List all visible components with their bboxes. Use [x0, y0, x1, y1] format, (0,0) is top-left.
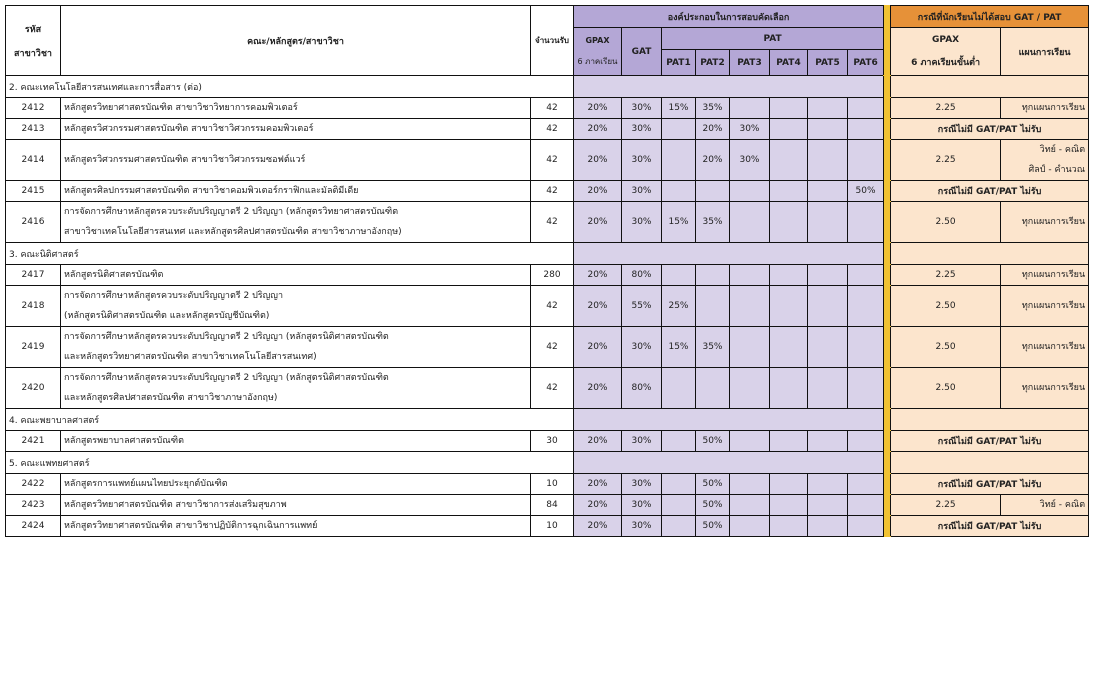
program-code: 2419 [6, 327, 61, 368]
pat1-header: PAT1 [662, 50, 696, 76]
program-name-line: หลักสูตรวิทยาศาสตรบัณฑิต สาขาวิชาปฏิบัติการฉุกเฉินการแพทย์ [64, 521, 318, 531]
yellow-divider [884, 243, 891, 265]
pat3-weight [730, 286, 770, 327]
pat3-weight [730, 265, 770, 286]
table-row [6, 431, 1089, 452]
code-header-line2: สาขาวิชา [14, 48, 52, 59]
study-plan [1001, 140, 1089, 181]
pat2-weight: 35% [696, 327, 730, 368]
pat2-weight: 35% [696, 98, 730, 119]
program-name-line: หลักสูตรวิทยาศาสตรบัณฑิต สาขาวิชาวิทยาการคอมพิวเตอร์ [64, 103, 298, 113]
pat1-weight [662, 495, 696, 516]
study-plan-line: ทุกแผนการเรียน [1021, 103, 1086, 113]
no-gat-note: กรณีไม่มี GAT/PAT ไม่รับ [891, 431, 1089, 452]
yellow-divider [884, 495, 891, 516]
pat6-weight [848, 327, 884, 368]
pat6-weight [848, 516, 884, 537]
gat-weight: 55% [622, 286, 662, 327]
program-name [61, 474, 531, 495]
study-plan [1001, 286, 1089, 327]
table-row [6, 181, 1089, 202]
pat3-weight [730, 495, 770, 516]
pat2-weight [696, 368, 730, 409]
yellow-divider [884, 119, 891, 140]
table-row [6, 140, 1089, 181]
gpax-weight: 20% [574, 495, 622, 516]
pat2-header: PAT2 [696, 50, 730, 76]
pat5-weight [808, 327, 848, 368]
gat-weight: 30% [622, 474, 662, 495]
table-row [6, 474, 1089, 495]
table-row [6, 516, 1089, 537]
seats-value: 10 [531, 474, 574, 495]
pat1-weight [662, 368, 696, 409]
program-code: 2416 [6, 202, 61, 243]
gpax-header [574, 28, 622, 76]
min-gpax-header-line2: 6 ภาคเรียนขั้นต่ำ [911, 57, 981, 68]
pat6-weight [848, 140, 884, 181]
pat1-weight: 25% [662, 286, 696, 327]
gat-weight: 30% [622, 119, 662, 140]
gpax-weight: 20% [574, 181, 622, 202]
program-name-line: หลักสูตรการแพทย์แผนไทยประยุกต์บัณฑิต [64, 479, 228, 489]
program-code: 2421 [6, 431, 61, 452]
pat6-weight [848, 431, 884, 452]
pat4-weight [770, 119, 808, 140]
program-name-line: สาขาวิชาเทคโนโลยีสารสนเทศ และหลักสูตรศิลปศาสตรบัณฑิต สาขาวิชาภาษาอังกฤษ) [64, 227, 402, 237]
program-name [61, 119, 531, 140]
gat-weight: 80% [622, 368, 662, 409]
gat-weight: 30% [622, 431, 662, 452]
pat2-weight: 20% [696, 119, 730, 140]
gpax-header-line2: 6 ภาคเรียน [577, 56, 618, 66]
pat1-weight [662, 119, 696, 140]
pat3-header: PAT3 [730, 50, 770, 76]
section-purple-band [574, 76, 884, 98]
yellow-divider [884, 431, 891, 452]
code-header [6, 6, 61, 76]
seats-value: 42 [531, 98, 574, 119]
yellow-divider [884, 76, 891, 98]
pat4-header: PAT4 [770, 50, 808, 76]
section-purple-band [574, 452, 884, 474]
gat-weight: 30% [622, 98, 662, 119]
program-name [61, 265, 531, 286]
section-title: 2. คณะเทคโนโลยีสารสนเทศและการสื่อสาร (ต่อ) [6, 76, 574, 98]
gpax-weight: 20% [574, 119, 622, 140]
pat4-weight [770, 474, 808, 495]
pat5-weight [808, 516, 848, 537]
program-name-line: หลักสูตรศิลปกรรมศาสตรบัณฑิต สาขาวิชาคอมพิวเตอร์กราฟิกและมัลติมีเดีย [64, 186, 359, 196]
yellow-divider [884, 6, 891, 76]
program-name-line: หลักสูตรนิติศาสตรบัณฑิต [64, 270, 164, 280]
plan-header: แผนการเรียน [1001, 28, 1089, 76]
pat2-weight: 50% [696, 431, 730, 452]
pat2-weight: 50% [696, 495, 730, 516]
pat6-weight [848, 368, 884, 409]
no-gat-header: กรณีที่นักเรียนไม่ได้สอบ GAT / PAT [891, 6, 1089, 28]
seats-value: 280 [531, 265, 574, 286]
program-header: คณะ/หลักสูตร/สาขาวิชา [61, 6, 531, 76]
gat-weight: 80% [622, 265, 662, 286]
study-plan-line: ทุกแผนการเรียน [1021, 270, 1086, 280]
section-orange-band [891, 409, 1089, 431]
pat1-weight [662, 181, 696, 202]
section-orange-band [891, 452, 1089, 474]
program-code: 2414 [6, 140, 61, 181]
pat3-weight [730, 327, 770, 368]
program-name-line: (หลักสูตรนิติศาสตรบัณฑิต และหลักสูตรบัญชีบัณฑิต) [64, 311, 270, 321]
pat6-weight [848, 202, 884, 243]
section-row [6, 243, 1089, 265]
table-row [6, 265, 1089, 286]
gat-weight: 30% [622, 327, 662, 368]
gpax-weight: 20% [574, 516, 622, 537]
seats-value: 42 [531, 286, 574, 327]
min-gpax-value: 2.25 [891, 495, 1001, 516]
pat3-weight: 30% [730, 140, 770, 181]
program-name-line: หลักสูตรวิทยาศาสตรบัณฑิต สาขาวิชาการส่งเสริมสุขภาพ [64, 500, 287, 510]
study-plan-line: วิทย์ - คณิต [1039, 500, 1086, 510]
pat5-weight [808, 368, 848, 409]
pat3-weight [730, 181, 770, 202]
pat5-weight [808, 495, 848, 516]
pat1-weight [662, 140, 696, 181]
pat3-weight [730, 98, 770, 119]
pat4-weight [770, 286, 808, 327]
section-title: 4. คณะพยาบาลศาสตร์ [6, 409, 574, 431]
section-orange-band [891, 243, 1089, 265]
yellow-divider [884, 202, 891, 243]
gat-weight: 30% [622, 495, 662, 516]
yellow-divider [884, 327, 891, 368]
pat5-weight [808, 474, 848, 495]
pat5-weight [808, 119, 848, 140]
gpax-weight: 20% [574, 431, 622, 452]
yellow-divider [884, 368, 891, 409]
min-gpax-header-line1: GPAX [932, 34, 960, 45]
gpax-weight: 20% [574, 286, 622, 327]
program-name [61, 327, 531, 368]
admission-table [5, 5, 1089, 537]
program-name-line: การจัดการศึกษาหลักสูตรควบระดับปริญญาตรี 2 ปริญญา (หลักสูตรนิติศาสตรบัณฑิต [64, 332, 389, 342]
pat1-weight [662, 431, 696, 452]
yellow-divider [884, 516, 891, 537]
section-title: 5. คณะแพทยศาสตร์ [6, 452, 574, 474]
section-row [6, 452, 1089, 474]
section-row [6, 76, 1089, 98]
min-gpax-value: 2.50 [891, 202, 1001, 243]
gat-weight: 30% [622, 516, 662, 537]
min-gpax-value: 2.50 [891, 327, 1001, 368]
study-plan-line: ทุกแผนการเรียน [1021, 383, 1086, 393]
program-name-line: การจัดการศึกษาหลักสูตรควบระดับปริญญาตรี 2 ปริญญา (หลักสูตรนิติศาสตรบัณฑิต [64, 373, 389, 383]
program-name [61, 98, 531, 119]
section-purple-band [574, 243, 884, 265]
pat4-weight [770, 368, 808, 409]
section-orange-band [891, 76, 1089, 98]
pat1-weight [662, 474, 696, 495]
study-plan [1001, 202, 1089, 243]
table-header [6, 6, 1089, 76]
pat2-weight: 50% [696, 516, 730, 537]
pat5-header: PAT5 [808, 50, 848, 76]
study-plan [1001, 265, 1089, 286]
gpax-weight: 20% [574, 265, 622, 286]
min-gpax-value: 2.50 [891, 368, 1001, 409]
program-code: 2420 [6, 368, 61, 409]
pat3-weight [730, 516, 770, 537]
pat5-weight [808, 265, 848, 286]
components-header: องค์ประกอบในการสอบคัดเลือก [574, 6, 884, 28]
study-plan-line: ทุกแผนการเรียน [1021, 342, 1086, 352]
pat5-weight [808, 181, 848, 202]
gat-weight: 30% [622, 202, 662, 243]
yellow-divider [884, 265, 891, 286]
gpax-weight: 20% [574, 98, 622, 119]
program-name-line: หลักสูตรวิศวกรรมศาสตรบัณฑิต สาขาวิชาวิศวกรรมคอมพิวเตอร์ [64, 124, 314, 134]
program-code: 2417 [6, 265, 61, 286]
section-title: 3. คณะนิติศาสตร์ [6, 243, 574, 265]
pat4-weight [770, 516, 808, 537]
gpax-weight: 20% [574, 202, 622, 243]
study-plan [1001, 98, 1089, 119]
table-row [6, 368, 1089, 409]
program-name [61, 181, 531, 202]
no-gat-note: กรณีไม่มี GAT/PAT ไม่รับ [891, 181, 1089, 202]
seats-value: 84 [531, 495, 574, 516]
pat3-weight [730, 202, 770, 243]
min-gpax-value: 2.25 [891, 98, 1001, 119]
pat2-weight [696, 181, 730, 202]
table-row [6, 98, 1089, 119]
table-row [6, 327, 1089, 368]
program-name [61, 495, 531, 516]
program-code: 2413 [6, 119, 61, 140]
gat-header: GAT [622, 28, 662, 76]
study-plan-line: ทุกแผนการเรียน [1021, 301, 1086, 311]
seats-value: 30 [531, 431, 574, 452]
program-code: 2423 [6, 495, 61, 516]
pat6-weight [848, 286, 884, 327]
pat3-weight [730, 474, 770, 495]
program-name [61, 368, 531, 409]
seats-value: 42 [531, 140, 574, 181]
pat6-header: PAT6 [848, 50, 884, 76]
pat3-weight: 30% [730, 119, 770, 140]
admission-table-wrapper [5, 5, 1089, 537]
pat1-weight [662, 265, 696, 286]
yellow-divider [884, 409, 891, 431]
gpax-weight: 20% [574, 368, 622, 409]
min-gpax-header [891, 28, 1001, 76]
pat1-weight [662, 516, 696, 537]
pat1-weight: 15% [662, 98, 696, 119]
gpax-weight: 20% [574, 327, 622, 368]
program-code: 2424 [6, 516, 61, 537]
min-gpax-value: 2.50 [891, 286, 1001, 327]
yellow-divider [884, 181, 891, 202]
pat2-weight: 35% [696, 202, 730, 243]
gpax-weight: 20% [574, 474, 622, 495]
no-gat-note: กรณีไม่มี GAT/PAT ไม่รับ [891, 119, 1089, 140]
pat5-weight [808, 98, 848, 119]
no-gat-note: กรณีไม่มี GAT/PAT ไม่รับ [891, 474, 1089, 495]
pat6-weight [848, 265, 884, 286]
program-name [61, 516, 531, 537]
pat4-weight [770, 327, 808, 368]
program-code: 2422 [6, 474, 61, 495]
yellow-divider [884, 140, 891, 181]
pat5-weight [808, 431, 848, 452]
pat4-weight [770, 181, 808, 202]
pat6-weight [848, 119, 884, 140]
seats-value: 42 [531, 368, 574, 409]
min-gpax-value: 2.25 [891, 265, 1001, 286]
pat4-weight [770, 495, 808, 516]
pat3-weight [730, 431, 770, 452]
pat4-weight [770, 265, 808, 286]
pat-header: PAT [662, 28, 884, 50]
study-plan [1001, 495, 1089, 516]
no-gat-note: กรณีไม่มี GAT/PAT ไม่รับ [891, 516, 1089, 537]
program-name [61, 286, 531, 327]
code-header-line1: รหัส [24, 24, 42, 35]
seats-value: 42 [531, 327, 574, 368]
yellow-divider [884, 452, 891, 474]
section-purple-band [574, 409, 884, 431]
seats-value: 42 [531, 181, 574, 202]
program-name-line: การจัดการศึกษาหลักสูตรควบระดับปริญญาตรี 2 ปริญญา [64, 291, 284, 301]
pat6-weight [848, 495, 884, 516]
pat4-weight [770, 431, 808, 452]
pat2-weight [696, 286, 730, 327]
program-code: 2415 [6, 181, 61, 202]
pat1-weight: 15% [662, 327, 696, 368]
min-gpax-value: 2.25 [891, 140, 1001, 181]
seats-header: จำนวนรับ [531, 6, 574, 76]
study-plan [1001, 327, 1089, 368]
pat1-weight: 15% [662, 202, 696, 243]
seats-value: 10 [531, 516, 574, 537]
program-name-line: การจัดการศึกษาหลักสูตรควบระดับปริญญาตรี 2 ปริญญา (หลักสูตรวิทยาศาสตรบัณฑิต [64, 207, 399, 217]
pat4-weight [770, 140, 808, 181]
program-name [61, 431, 531, 452]
yellow-divider [884, 98, 891, 119]
pat4-weight [770, 202, 808, 243]
pat2-weight: 50% [696, 474, 730, 495]
pat6-weight [848, 474, 884, 495]
gpax-weight: 20% [574, 140, 622, 181]
pat5-weight [808, 140, 848, 181]
seats-value: 42 [531, 202, 574, 243]
program-name [61, 140, 531, 181]
program-code: 2418 [6, 286, 61, 327]
pat6-weight: 50% [848, 181, 884, 202]
section-row [6, 409, 1089, 431]
pat4-weight [770, 98, 808, 119]
study-plan [1001, 368, 1089, 409]
program-name-line: หลักสูตรวิศวกรรมศาสตรบัณฑิต สาขาวิชาวิศวกรรมซอฟต์แวร์ [64, 155, 306, 165]
seats-value: 42 [531, 119, 574, 140]
table-row [6, 495, 1089, 516]
pat5-weight [808, 286, 848, 327]
pat3-weight [730, 368, 770, 409]
table-row [6, 119, 1089, 140]
program-name-line: และหลักสูตรศิลปศาสตรบัณฑิต สาขาวิชาภาษาอังกฤษ) [64, 393, 278, 403]
study-plan-line: ทุกแผนการเรียน [1021, 217, 1086, 227]
pat6-weight [848, 98, 884, 119]
table-body [6, 76, 1089, 537]
study-plan-line: ศิลป์ - คำนวณ [1028, 165, 1086, 175]
table-row [6, 286, 1089, 327]
program-name-line: หลักสูตรพยาบาลศาสตรบัณฑิต [64, 436, 184, 446]
pat2-weight: 20% [696, 140, 730, 181]
yellow-divider [884, 474, 891, 495]
gat-weight: 30% [622, 181, 662, 202]
table-row [6, 202, 1089, 243]
gpax-header-line1: GPAX [585, 35, 610, 45]
gat-weight: 30% [622, 140, 662, 181]
program-code: 2412 [6, 98, 61, 119]
program-name-line: และหลักสูตรวิทยาศาสตรบัณฑิต สาขาวิชาเทคโนโลยีสารสนเทศ) [64, 352, 317, 362]
pat2-weight [696, 265, 730, 286]
pat5-weight [808, 202, 848, 243]
yellow-divider [884, 286, 891, 327]
study-plan-line: วิทย์ - คณิต [1039, 145, 1086, 155]
program-name [61, 202, 531, 243]
